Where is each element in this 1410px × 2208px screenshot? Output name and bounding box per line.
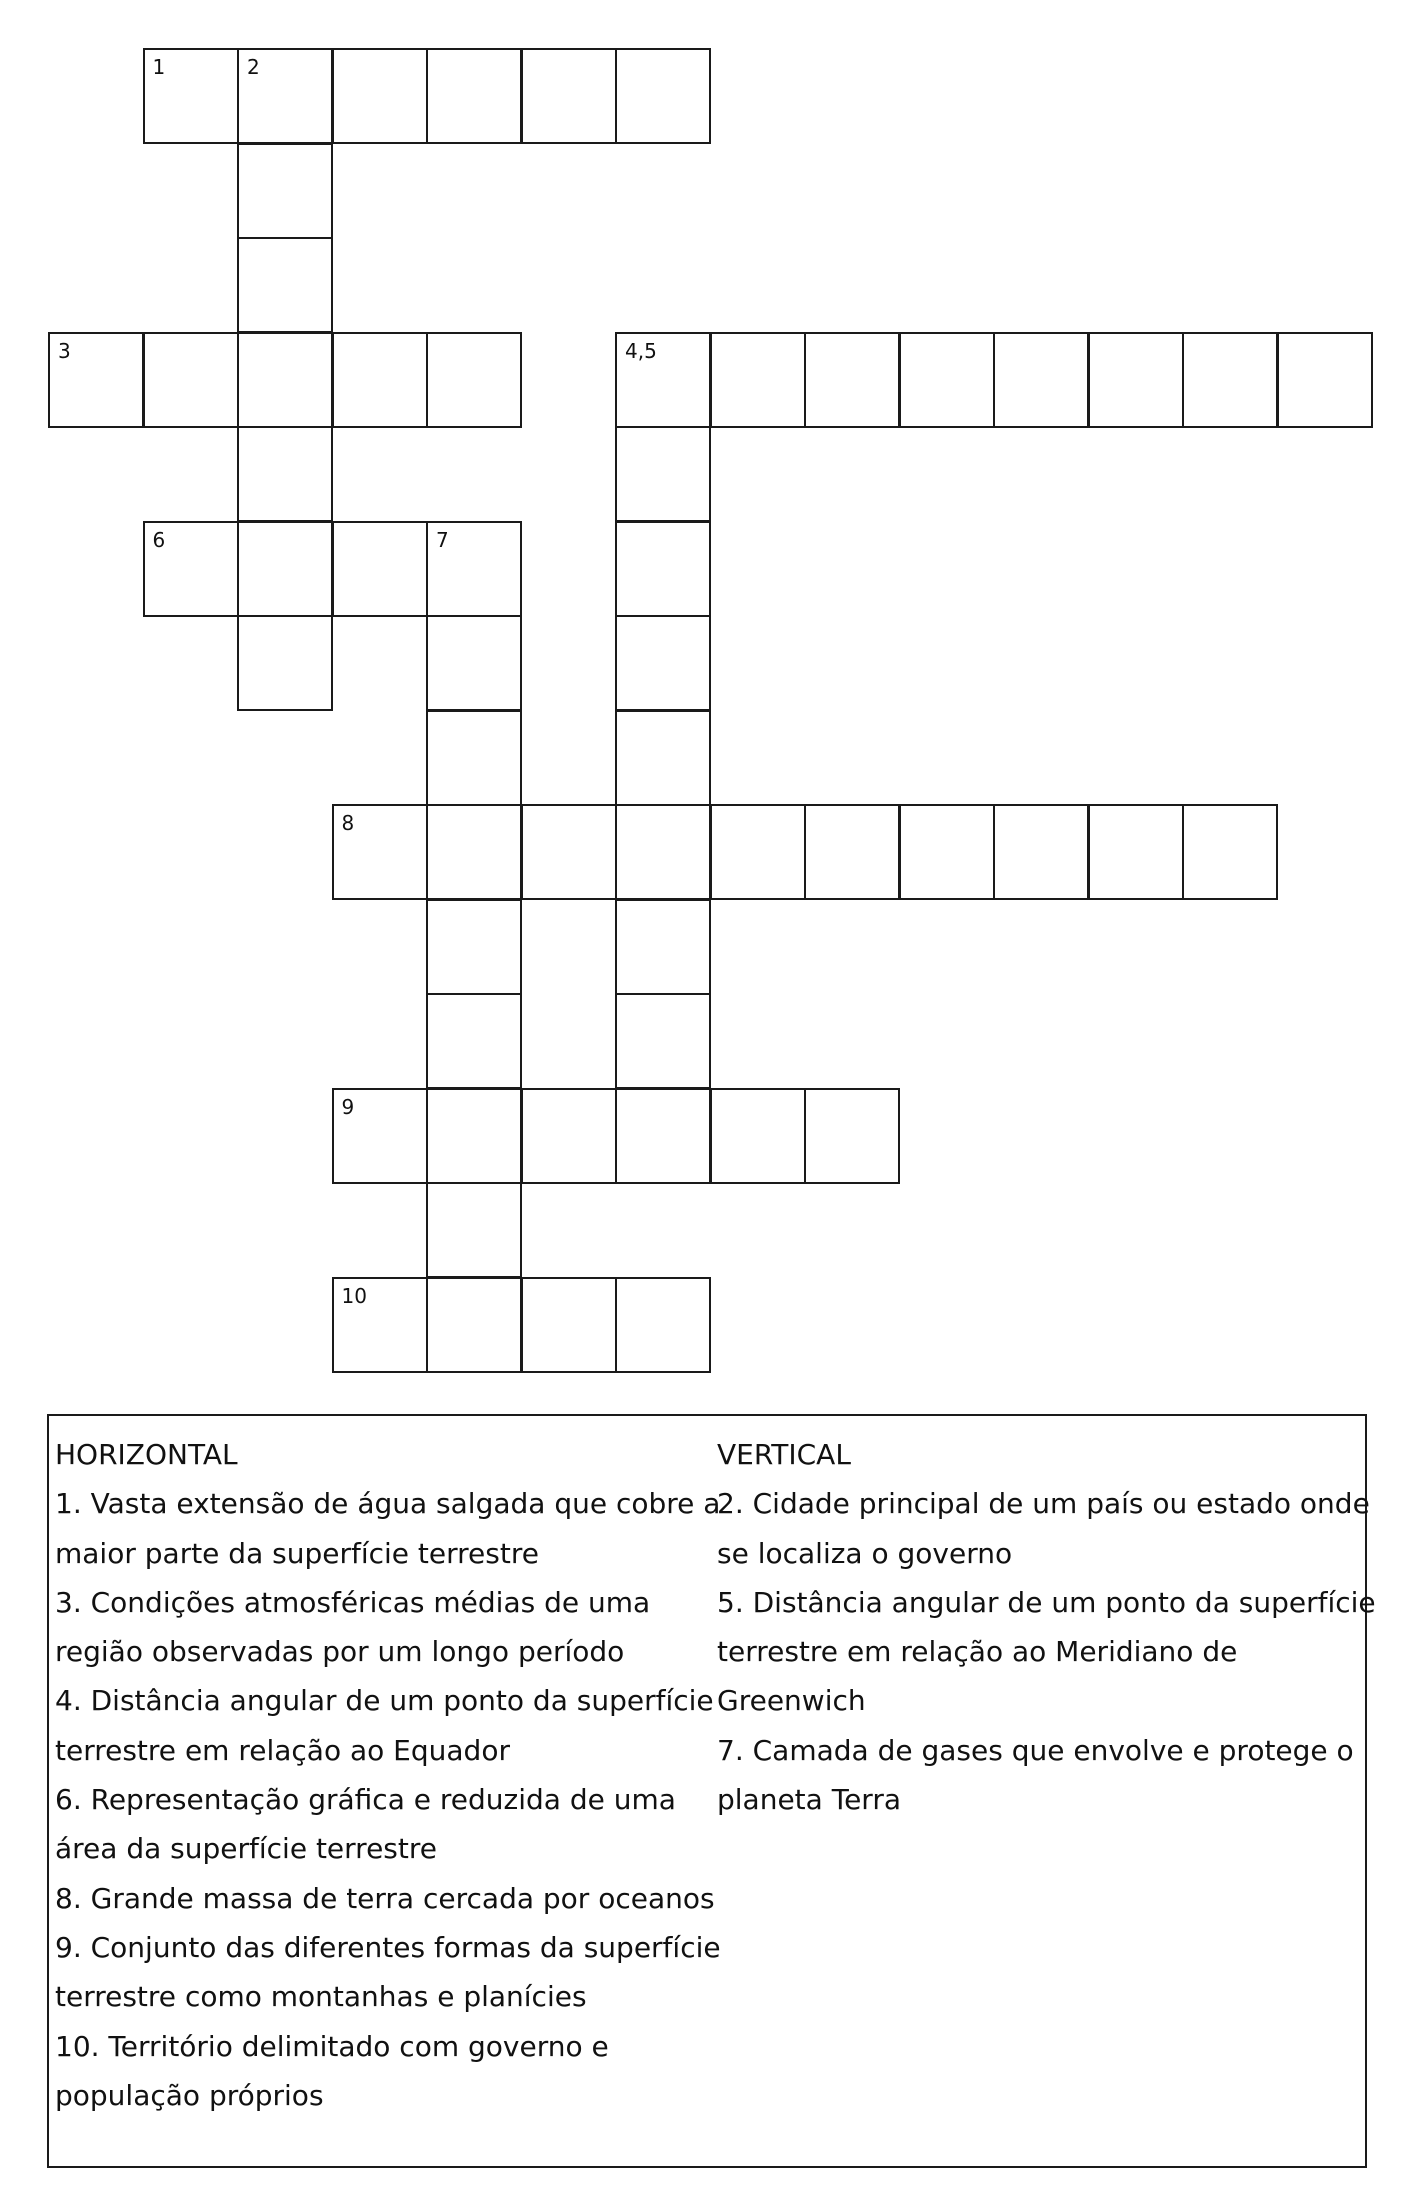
crossword-cell[interactable]	[426, 804, 522, 900]
crossword-cell[interactable]	[237, 237, 333, 333]
horizontal-clue-line: 1. Vasta extensão de água salgada que cobre a	[55, 1487, 721, 1521]
clues-box	[47, 1414, 1376, 2168]
horizontal-heading: HORIZONTAL	[55, 1438, 238, 1471]
vertical-clues	[717, 1430, 1376, 1824]
crossword-cell[interactable]	[615, 1277, 711, 1373]
vertical-clue-line: 2. Cidade principal de um país ou estado onde	[717, 1487, 1370, 1521]
crossword-cell[interactable]	[521, 48, 617, 144]
horizontal-clue-line: 6. Representação gráfica e reduzida de uma	[55, 1783, 676, 1817]
crossword-cell[interactable]	[804, 332, 900, 428]
horizontal-clue-line: maior parte da superfície terrestre	[55, 1536, 539, 1570]
crossword-cell[interactable]	[143, 48, 239, 144]
crossword-cell[interactable]	[332, 48, 428, 144]
crossword-cell[interactable]	[1088, 804, 1184, 900]
crossword-cell[interactable]	[1182, 332, 1278, 428]
crossword-cell[interactable]	[521, 804, 617, 900]
crossword-cell[interactable]	[426, 1182, 522, 1278]
clue-number: 9	[341, 1094, 355, 1119]
crossword-cell[interactable]	[710, 804, 806, 900]
clue-number: 10	[341, 1283, 367, 1308]
crossword-cell[interactable]	[332, 521, 428, 617]
crossword-cell[interactable]	[1277, 332, 1373, 428]
crossword-cell[interactable]	[426, 1277, 522, 1373]
crossword-cell[interactable]	[710, 332, 806, 428]
crossword-cell[interactable]	[426, 48, 522, 144]
crossword-cell[interactable]	[426, 332, 522, 428]
clue-number: 4,5	[625, 338, 657, 363]
vertical-clue-line: Greenwich	[717, 1684, 866, 1718]
crossword-cell[interactable]	[426, 710, 522, 806]
crossword-cell[interactable]	[426, 993, 522, 1089]
crossword-cell[interactable]	[993, 804, 1089, 900]
clue-number: 8	[341, 811, 355, 835]
crossword-cell[interactable]	[237, 615, 333, 711]
crossword-cell[interactable]	[804, 1088, 900, 1184]
crossword-cell[interactable]	[899, 804, 995, 900]
clue-number: 7	[436, 527, 449, 552]
vertical-clue-line: 7. Camada de gases que envolve e protege o	[717, 1733, 1354, 1767]
crossword-cell[interactable]	[521, 1088, 617, 1184]
crossword-cell[interactable]	[615, 332, 711, 428]
vertical-clue-line: se localiza o governo	[717, 1536, 1013, 1570]
crossword-cell[interactable]	[615, 521, 711, 617]
crossword-cell[interactable]	[1182, 804, 1278, 900]
crossword-cell[interactable]	[615, 710, 711, 806]
crossword-cell[interactable]	[426, 521, 522, 617]
crossword-cell[interactable]	[426, 615, 522, 711]
horizontal-clue-line: 9. Conjunto das diferentes formas da superfície	[55, 1930, 721, 1964]
crossword-cell[interactable]	[899, 332, 995, 428]
crossword-cell[interactable]	[615, 426, 711, 522]
clue-number: 1	[152, 55, 166, 79]
crossword-cell[interactable]	[615, 804, 711, 900]
crossword-cell[interactable]	[993, 332, 1089, 428]
crossword-cell[interactable]	[48, 332, 144, 428]
crossword-cell[interactable]	[332, 804, 428, 900]
vertical-clue-line: 5. Distância angular de um ponto da superfície	[717, 1585, 1376, 1619]
crossword-cell[interactable]	[237, 143, 333, 239]
crossword-cell[interactable]	[615, 48, 711, 144]
crossword-cell[interactable]	[332, 332, 428, 428]
horizontal-clue-line: 3. Condições atmosféricas médias de uma	[55, 1585, 651, 1619]
horizontal-clue-line: terrestre como montanhas e planícies	[55, 1980, 587, 2014]
crossword-cell[interactable]	[615, 1088, 711, 1184]
crossword-cell[interactable]	[426, 899, 522, 995]
horizontal-clue-line: 10. Território delimitado com governo e	[55, 2029, 609, 2063]
horizontal-clue-line: 4. Distância angular de um ponto da superfície	[55, 1684, 714, 1718]
vertical-clue-line: planeta Terra	[717, 1783, 901, 1817]
crossword-cell[interactable]	[521, 1277, 617, 1373]
crossword-cell[interactable]	[143, 521, 239, 617]
crossword-cell[interactable]	[1088, 332, 1184, 428]
horizontal-clue-line: terrestre em relação ao Equador	[55, 1733, 510, 1767]
crossword-cell[interactable]	[332, 1088, 428, 1184]
crossword-cell[interactable]	[804, 804, 900, 900]
vertical-heading: VERTICAL	[717, 1438, 851, 1471]
crossword-cell[interactable]	[237, 426, 333, 522]
horizontal-clue-line: região observadas por um longo período	[55, 1635, 625, 1669]
crossword-cell[interactable]	[143, 332, 239, 428]
crossword-cell[interactable]	[615, 899, 711, 995]
crossword-cell[interactable]	[710, 1088, 806, 1184]
crossword-cell[interactable]	[615, 615, 711, 711]
crossword-cell[interactable]	[615, 993, 711, 1089]
crossword-cell[interactable]	[237, 48, 333, 144]
clue-number: 3	[58, 338, 71, 363]
crossword-cell[interactable]	[426, 1088, 522, 1184]
crossword-cell[interactable]	[332, 1277, 428, 1373]
horizontal-clue-line: área da superfície terrestre	[55, 1832, 437, 1866]
clue-number: 2	[247, 55, 260, 79]
vertical-clue-line: terrestre em relação ao Meridiano de	[717, 1635, 1238, 1669]
clue-number: 6	[152, 527, 166, 552]
horizontal-clue-line: 8. Grande massa de terra cercada por oceanos	[55, 1881, 715, 1915]
horizontal-clues	[55, 1430, 735, 2120]
crossword-cell[interactable]	[237, 521, 333, 617]
crossword-cell[interactable]	[237, 332, 333, 428]
horizontal-clue-line: população próprios	[55, 2078, 324, 2112]
